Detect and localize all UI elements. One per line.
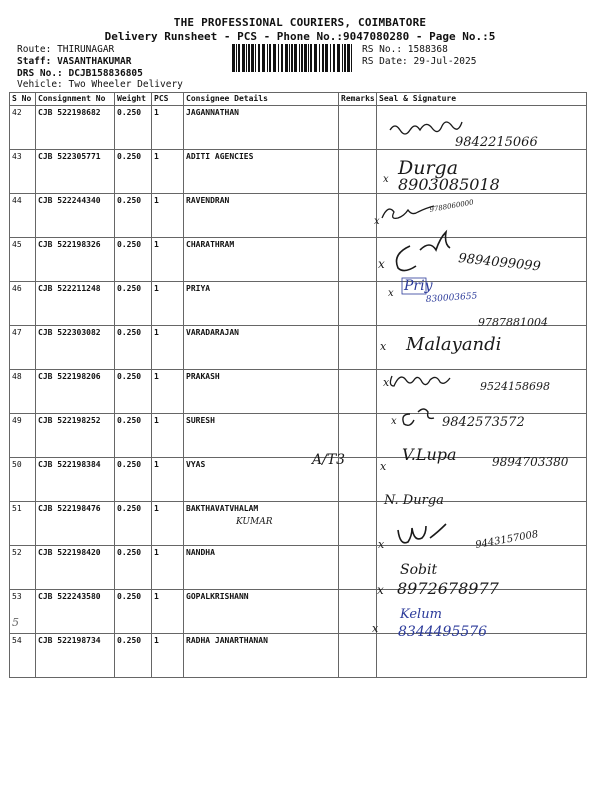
runsheet-table	[9, 92, 587, 678]
pcs-cell: 1	[152, 194, 184, 238]
barcode-bar	[291, 44, 293, 72]
barcode-bar	[232, 44, 235, 72]
signature-cell	[377, 590, 587, 634]
phone-46: 830003655	[425, 291, 478, 305]
barcode-bar	[267, 44, 268, 72]
consignment-cell: CJB 522198206	[36, 370, 115, 414]
runsheet-subtitle: Delivery Runsheet - PCS - Phone No.:9047080280 - Page No.:5	[104, 30, 496, 43]
consignee-cell: VYAS	[184, 458, 339, 502]
remarks-cell	[339, 590, 377, 634]
sno-cell: 49	[10, 414, 36, 458]
name-50: V.Lupa	[402, 445, 457, 464]
tick-46: x	[388, 288, 394, 299]
barcode-bar	[246, 44, 247, 72]
phone-47: 9787881004	[478, 316, 548, 329]
signature-cell	[377, 194, 587, 238]
route-value: THIRUNAGAR	[57, 44, 115, 55]
weight-cell: 0.250	[115, 370, 152, 414]
col-remarks: Remarks	[339, 93, 377, 106]
table-row	[10, 590, 587, 634]
consignment-cell: CJB 522198734	[36, 634, 115, 678]
sno-cell: 42	[10, 106, 36, 150]
name-43: Durga	[398, 157, 459, 179]
barcode-bar	[251, 44, 254, 72]
sno-cell: 45	[10, 238, 36, 282]
barcode-bar	[322, 44, 324, 72]
weight-cell: 0.250	[115, 590, 152, 634]
pcs-cell: 1	[152, 458, 184, 502]
sno-cell: 54	[10, 634, 36, 678]
signature-cell	[377, 414, 587, 458]
consignment-cell: CJB 522243580	[36, 590, 115, 634]
barcode-bar	[351, 44, 352, 72]
signature-cell	[377, 282, 587, 326]
table-row	[10, 282, 587, 326]
sno-cell: 46	[10, 282, 36, 326]
margin-mark-54: 5	[12, 616, 19, 629]
rs-no-label: RS No.:	[362, 44, 403, 55]
phone-54: 8344495576	[398, 624, 488, 640]
barcode-bar	[281, 44, 283, 72]
weight-cell: 0.250	[115, 546, 152, 590]
staff-value: VASANTHAKUMAR	[57, 56, 132, 67]
pcs-cell: 1	[152, 106, 184, 150]
consignment-cell: CJB 522303082	[36, 326, 115, 370]
tick-54: x	[372, 622, 379, 635]
table-row	[10, 370, 587, 414]
consignee-cell: NANDHA	[184, 546, 339, 590]
remarks-cell	[339, 546, 377, 590]
remarks-cell	[339, 458, 377, 502]
tick-52: x	[378, 538, 385, 551]
name-47: Malayandi	[406, 334, 502, 355]
rs-date-value: 29-Jul-2025	[413, 56, 477, 67]
table-row	[10, 150, 587, 194]
table-header-row	[10, 93, 587, 106]
pcs-cell: 1	[152, 282, 184, 326]
consignee-cell: PRIYA	[184, 282, 339, 326]
pcs-cell: 1	[152, 150, 184, 194]
consignment-cell: CJB 522198682	[36, 106, 115, 150]
consignee-cell: ADITI AGENCIES	[184, 150, 339, 194]
route-line	[17, 44, 114, 55]
barcode-bar	[299, 44, 300, 72]
remarks-cell	[339, 282, 377, 326]
staff-label: Staff:	[17, 56, 52, 67]
pcs-cell: 1	[152, 414, 184, 458]
barcode-bar	[248, 44, 250, 72]
tick-44: x	[374, 216, 380, 227]
tick-48: x	[383, 376, 390, 389]
barcode-bar	[238, 44, 240, 72]
barcode-bar	[319, 44, 320, 72]
barcode-bar	[314, 44, 317, 72]
table-row	[10, 546, 587, 590]
tick-43: x	[383, 174, 389, 185]
barcode-bar	[294, 44, 297, 72]
sno-cell: 51	[10, 502, 36, 546]
phone-45: 9894099099	[457, 251, 542, 275]
weight-cell: 0.250	[115, 282, 152, 326]
sno-cell: 43	[10, 150, 36, 194]
barcode-bar	[333, 44, 335, 72]
barcode-bar	[301, 44, 303, 72]
consignee-cell: BAKTHAVATVHALAM	[184, 502, 339, 546]
signature-cell	[377, 150, 587, 194]
signature-cell	[377, 502, 587, 546]
barcode-bar	[258, 44, 260, 72]
phone-44: 9788060000	[428, 198, 475, 214]
remarks-cell	[339, 150, 377, 194]
barcode-bar	[255, 44, 256, 72]
remark-50: A/T3	[312, 452, 346, 468]
barcode-bar	[285, 44, 288, 72]
barcode-bar	[310, 44, 312, 72]
barcode-bar	[273, 44, 276, 72]
staff-line	[17, 56, 131, 67]
table-row	[10, 238, 587, 282]
consignment-cell: CJB 522198384	[36, 458, 115, 502]
phone-48: 9524158698	[480, 380, 550, 393]
company-title: THE PROFESSIONAL COURIERS, COIMBATORE	[173, 16, 427, 29]
name-46: Priy	[404, 278, 433, 294]
barcode-bar	[289, 44, 290, 72]
barcode-bar	[330, 44, 331, 72]
signature-cell	[377, 546, 587, 590]
barcode-bar	[337, 44, 340, 72]
weight-cell: 0.250	[115, 458, 152, 502]
phone-43: 8903085018	[398, 175, 500, 194]
drs-line	[17, 68, 143, 79]
remarks-cell	[339, 326, 377, 370]
remarks-cell	[339, 370, 377, 414]
phone-49: 9842573572	[442, 415, 525, 430]
remarks-cell	[339, 502, 377, 546]
sno-cell: 44	[10, 194, 36, 238]
phone-53: 8972678977	[397, 579, 499, 598]
weight-cell: 0.250	[115, 414, 152, 458]
vehicle-line	[17, 79, 183, 90]
tick-47: x	[380, 340, 387, 353]
consignment-cell: CJB 522198476	[36, 502, 115, 546]
table-row	[10, 326, 587, 370]
remarks-cell	[339, 106, 377, 150]
drs-value: DCJB158836805	[68, 68, 143, 79]
barcode-bar	[344, 44, 346, 72]
route-label: Route:	[17, 44, 52, 55]
col-consignment: Consignment No	[36, 93, 115, 106]
barcode-bar	[304, 44, 307, 72]
weight-cell: 0.250	[115, 634, 152, 678]
table-row	[10, 194, 587, 238]
barcode-bar	[236, 44, 237, 72]
col-sno: S No	[10, 93, 36, 106]
tick-50: x	[380, 460, 387, 473]
vehicle-value: Two Wheeler Delivery	[68, 79, 183, 90]
signature-cell	[377, 326, 587, 370]
consignment-cell: CJB 522198252	[36, 414, 115, 458]
tick-45: x	[378, 257, 385, 271]
drs-label: DRS No.:	[17, 68, 63, 79]
weight-cell: 0.250	[115, 326, 152, 370]
weight-cell: 0.250	[115, 502, 152, 546]
signature-cell	[377, 106, 587, 150]
name-54: Kelum	[400, 607, 442, 622]
phone-52: 9443157008	[474, 529, 540, 551]
name-53: Sobit	[400, 562, 438, 578]
pcs-cell: 1	[152, 634, 184, 678]
consignee-cell: GOPALKRISHANN	[184, 590, 339, 634]
weight-cell: 0.250	[115, 106, 152, 150]
weight-cell: 0.250	[115, 150, 152, 194]
col-signature: Seal & Signature	[377, 93, 587, 106]
barcode-bar	[262, 44, 265, 72]
name-51: N. Durga	[384, 493, 444, 508]
sno-cell: 52	[10, 546, 36, 590]
signature-cell	[377, 238, 587, 282]
rs-no-value: 1588368	[407, 44, 448, 55]
rs-date-label: RS Date:	[362, 56, 408, 67]
consignment-cell: CJB 522244340	[36, 194, 115, 238]
remarks-cell	[339, 634, 377, 678]
table-row	[10, 458, 587, 502]
signature-cell	[377, 634, 587, 678]
consignee-cell: SURESH	[184, 414, 339, 458]
consignee-cell: JAGANNATHAN	[184, 106, 339, 150]
tick-53: x	[377, 583, 384, 597]
barcode-bar	[278, 44, 279, 72]
remarks-cell	[339, 194, 377, 238]
consignment-cell: CJB 522305771	[36, 150, 115, 194]
table-row	[10, 106, 587, 150]
consignee-cell: RAVENDRAN	[184, 194, 339, 238]
drs-barcode	[232, 44, 356, 72]
signature-cell	[377, 370, 587, 414]
barcode-bar	[269, 44, 271, 72]
barcode-bar	[342, 44, 343, 72]
sno-cell: 50	[10, 458, 36, 502]
rs-no-line	[362, 44, 448, 55]
pcs-cell: 1	[152, 590, 184, 634]
remarks-cell	[339, 238, 377, 282]
col-consignee: Consignee Details	[184, 93, 339, 106]
col-pcs: PCS	[152, 93, 184, 106]
vehicle-label: Vehicle:	[17, 79, 63, 90]
weight-cell: 0.250	[115, 194, 152, 238]
sno-cell: 53	[10, 590, 36, 634]
table-row	[10, 414, 587, 458]
rs-date-line	[362, 56, 476, 67]
consignee-cell: PRAKASH	[184, 370, 339, 414]
weight-cell: 0.250	[115, 238, 152, 282]
phone-50: 9894703380	[492, 455, 569, 469]
col-weight: Weight	[115, 93, 152, 106]
pcs-cell: 1	[152, 546, 184, 590]
sno-cell: 48	[10, 370, 36, 414]
pcs-cell: 1	[152, 326, 184, 370]
consignee-cell: VARADARAJAN	[184, 326, 339, 370]
consignment-cell: CJB 522198420	[36, 546, 115, 590]
barcode-bar	[242, 44, 245, 72]
tick-49: x	[391, 416, 397, 427]
phone-42: 9842215066	[455, 135, 538, 150]
barcode-bar	[347, 44, 350, 72]
pcs-cell: 1	[152, 370, 184, 414]
barcode-bar	[325, 44, 328, 72]
consignee-cell: CHARATHRAM	[184, 238, 339, 282]
consignment-cell: CJB 522198326	[36, 238, 115, 282]
signature-cell	[377, 458, 587, 502]
table-row	[10, 502, 587, 546]
barcode-bar	[308, 44, 309, 72]
table-row	[10, 634, 587, 678]
consignment-cell: CJB 522211248	[36, 282, 115, 326]
sno-cell: 47	[10, 326, 36, 370]
nandha-suffix-52: KUMAR	[236, 517, 273, 527]
pcs-cell: 1	[152, 502, 184, 546]
consignee-cell: RADHA JANARTHANAN	[184, 634, 339, 678]
pcs-cell: 1	[152, 238, 184, 282]
remarks-cell	[339, 414, 377, 458]
